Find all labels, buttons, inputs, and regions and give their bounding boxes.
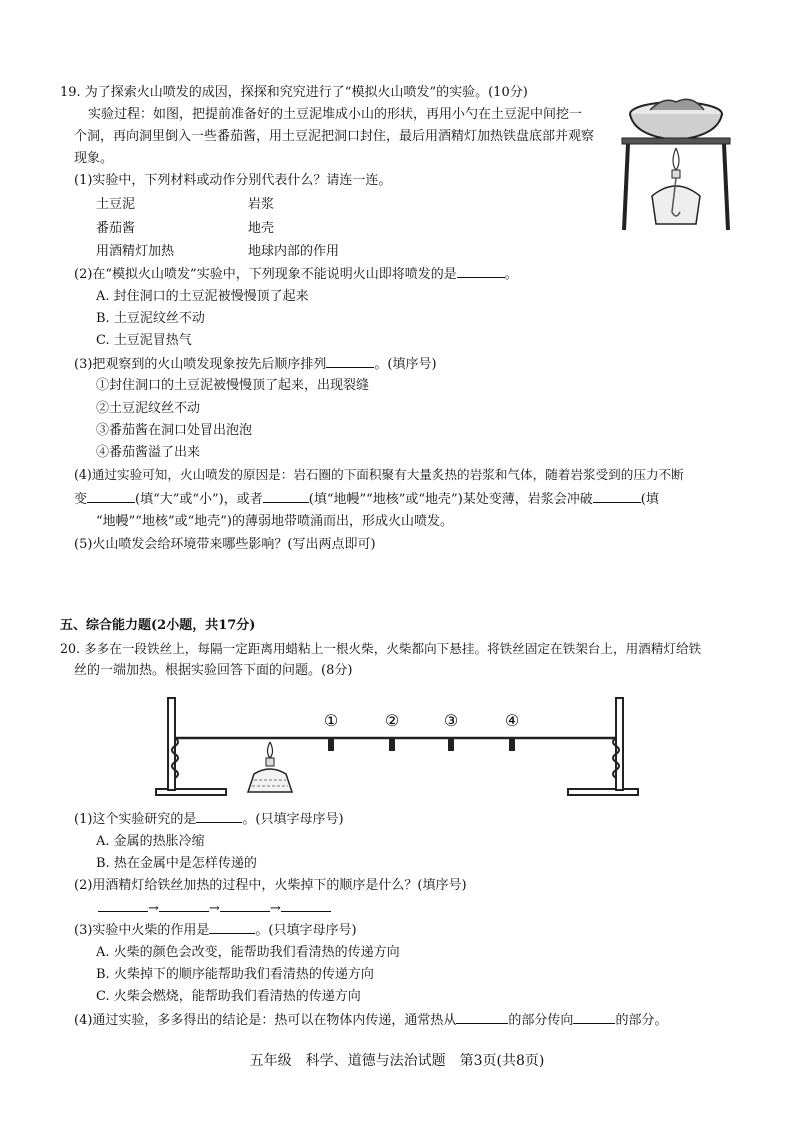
volcano-apparatus-illustration: [612, 92, 740, 234]
q19-sub3-item-3: ③番茄酱在洞口处冒出泡泡: [96, 423, 253, 438]
q20-sub4-text-c: 的部分。: [615, 1013, 668, 1028]
q20-sub2-arrow-1: →: [148, 901, 159, 916]
match-1: [328, 739, 334, 751]
match-2: [389, 739, 395, 751]
q20-sub3-option-c: C. 火柴会燃烧，能帮助我们看清热的传递方向: [96, 989, 361, 1004]
q19-sub3-item-1: ①封住洞口的土豆泥被慢慢顶了起来，出现裂缝: [96, 378, 370, 393]
match-label-3: ③: [443, 711, 459, 730]
q19-sub4-line-1: (4)通过实验可知，火山喷发的原因是：岩石圈的下面积聚有大量炙热的岩浆和气体，随着岩浆受到的压力不断: [74, 467, 684, 482]
q19-sub1-left-3: 用酒精灯加热: [96, 244, 175, 259]
q20-sub3-text-a: (3)实验中火柴的作用是: [74, 923, 210, 938]
q19-process-line-2: 个洞，再向洞里倒入一些番茄酱，用土豆泥把洞口封住，最后用酒精灯加热铁盘底部并观察: [74, 129, 595, 144]
q20-sub4-blank-2[interactable]: [573, 1011, 615, 1024]
q19-sub3-answer-blank[interactable]: [326, 355, 374, 368]
q20-sub2-blank-3[interactable]: [220, 899, 270, 912]
q19-sub3-question: [74, 355, 437, 374]
match-label-1: ①: [323, 711, 339, 730]
match-label-4: ④: [504, 711, 520, 730]
q19-sub3-text-a: (3)把观察到的火山喷发现象按先后顺序排列: [74, 357, 327, 372]
q20-sub4-text-b: 的部分传向: [508, 1013, 574, 1028]
q20-sub2-order-blanks: [98, 899, 331, 918]
wire-heat-apparatus-illustration: [150, 694, 650, 802]
q19-sub3-item-2: ②土豆泥纹丝不动: [96, 401, 201, 416]
q19-sub2-question: [74, 265, 518, 284]
section-5-heading: 五、综合能力题(2小题，共17分): [60, 618, 256, 633]
q20-sub1-option-b: B. 热在金属中是怎样传递的: [96, 856, 257, 871]
q20-sub2-blank-1[interactable]: [98, 899, 148, 912]
q20-sub4-question: [74, 1011, 667, 1030]
q20-sub3-text-b: 。(只填字母序号): [255, 923, 357, 938]
q20-sub2-blank-4[interactable]: [281, 899, 331, 912]
q19-sub5-question: (5)火山喷发会给环境带来哪些影响？(写出两点即可): [74, 537, 376, 552]
q19-title: 19. 为了探索火山喷发的成因，探探和究究进行了“模拟火山喷发”的实验。(10分): [60, 85, 528, 100]
q19-sub3-text-b: 。(填序号): [374, 357, 437, 372]
q20-sub4-blank-1[interactable]: [456, 1011, 508, 1024]
q19-sub4-text-d: (填: [640, 492, 659, 507]
q19-sub1-right-3: 地球内部的作用: [248, 244, 340, 259]
q19-sub2-option-a: A. 封住洞口的土豆泥被慢慢顶了起来: [96, 289, 309, 304]
q19-sub4-blank-1[interactable]: [87, 490, 135, 503]
q20-sub3-question: [74, 921, 357, 940]
q19-sub2-text-b: 。: [504, 267, 518, 282]
q20-sub2-question: (2)用酒精灯给铁丝加热的过程中，火柴掉下的顺序是什么？(填序号): [74, 878, 467, 893]
q19-sub2-text-a: (2)在“模拟火山喷发”实验中，下列现象不能说明火山即将喷发的是: [74, 267, 457, 282]
q19-sub1-left-1: 土豆泥: [96, 197, 136, 212]
q20-intro-line-2: 丝的一端加热。根据实验回答下面的问题。(8分): [74, 663, 353, 678]
q19-sub4-blank-3[interactable]: [593, 490, 641, 503]
q19-sub4-text-a: 变: [74, 492, 88, 507]
match-4: [509, 739, 515, 751]
q20-sub3-option-b: B. 火柴掉下的顺序能帮助我们看清热的传递方向: [96, 967, 374, 982]
q20-sub2-blank-2[interactable]: [159, 899, 209, 912]
page-footer: 五年级 科学、道德与法治试题 第3页(共8页): [249, 1053, 545, 1069]
q19-sub1-question: (1)实验中，下列材料或动作分别代表什么？请连一连。: [74, 173, 392, 188]
q20-sub3-option-a: A. 火柴的颜色会改变，能帮助我们看清热的传递方向: [96, 945, 400, 960]
q19-sub2-answer-blank[interactable]: [457, 265, 505, 278]
q19-sub1-right-1: 岩浆: [248, 197, 275, 212]
q20-sub4-text-a: (4)通过实验，多多得出的结论是：热可以在物体内传递，通常热从: [74, 1013, 457, 1028]
q20-sub1-question: [74, 810, 344, 829]
q19-sub4-text-b: (填“大”或“小”)，或者: [135, 492, 263, 507]
q20-sub1-answer-blank[interactable]: [196, 810, 242, 823]
q20-sub2-arrow-2: →: [208, 901, 220, 916]
q20-sub3-answer-blank[interactable]: [209, 921, 255, 934]
match-3: [448, 739, 454, 751]
q19-sub4-text-c: (填“地幔”“地核”或“地壳”)某处变薄，岩浆会冲破: [308, 492, 593, 507]
q20-sub1-option-a: A. 金属的热胀冷缩: [96, 834, 205, 849]
q19-sub2-option-c: C. 土豆泥冒热气: [96, 333, 192, 348]
q20-sub1-text-b: 。(只填字母序号): [242, 812, 344, 827]
q19-process-line-1: 实验过程：如图，把提前准备好的土豆泥堆成小山的形状，再用小勺在土豆泥中间挖一: [88, 107, 583, 122]
q19-process-line-3: 现象。: [74, 151, 114, 166]
q19-sub4-line-2: [74, 490, 659, 509]
q20-sub1-text-a: (1)这个实验研究的是: [74, 812, 197, 827]
q19-sub4-blank-2[interactable]: [263, 490, 309, 503]
q19-sub1-right-2: 地壳: [248, 221, 275, 236]
q19-sub4-line-3: “地幔”“地核”或“地壳”)的薄弱地带喷涌而出，形成火山喷发。: [96, 514, 453, 529]
q19-sub3-item-4: ④番茄酱溢了出来: [96, 445, 201, 460]
q20-intro-line-1: 20. 多多在一段铁丝上，每隔一定距离用蜡粘上一根火柴，火柴都向下悬挂。将铁丝固定在铁架台上，用酒精灯给铁: [60, 641, 702, 656]
match-label-2: ②: [384, 711, 400, 730]
q19-sub2-option-b: B. 土豆泥纹丝不动: [96, 311, 205, 326]
q20-sub2-arrow-3: →: [269, 901, 281, 916]
q19-sub1-left-2: 番茄酱: [96, 221, 136, 236]
